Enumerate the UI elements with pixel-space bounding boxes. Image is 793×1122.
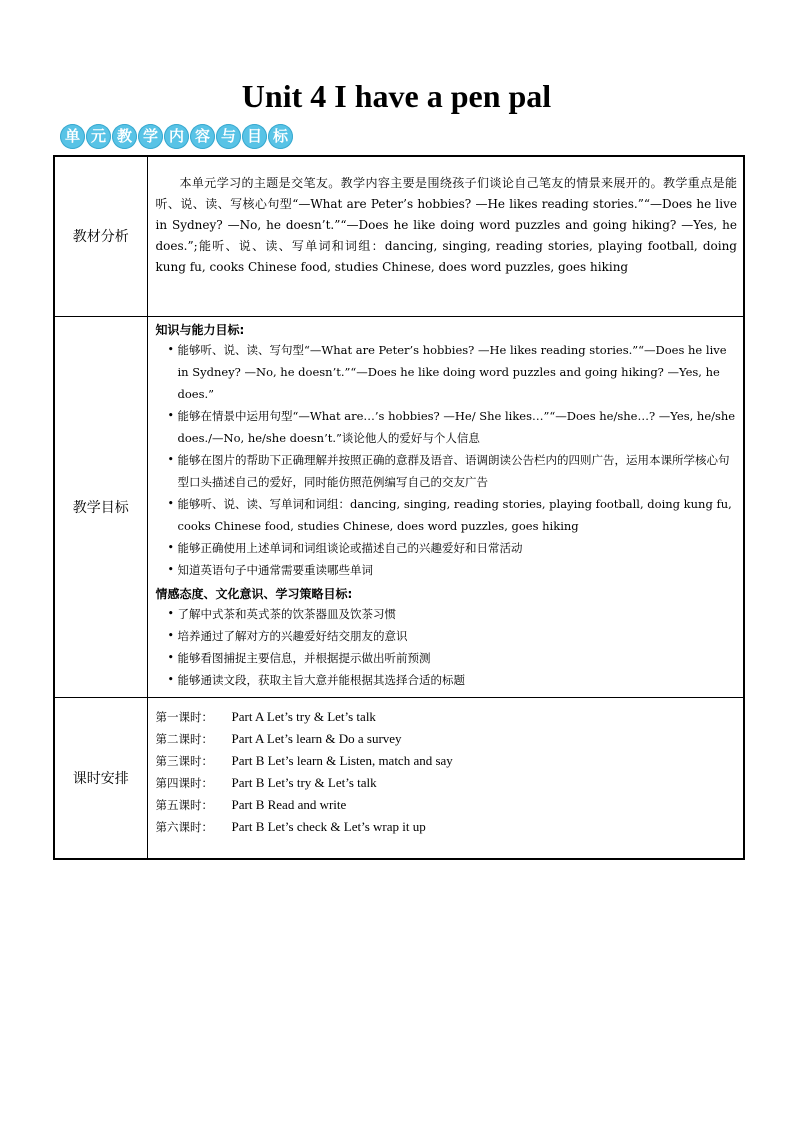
period-label: 第二课时： xyxy=(155,731,213,746)
banner-char: 教 xyxy=(112,124,137,149)
schedule-row xyxy=(54,697,744,859)
schedule-content xyxy=(147,697,744,859)
list-item: • 能够通读文段，获取主旨大意并能根据其选择合适的标题 xyxy=(156,669,738,691)
schedule-item xyxy=(156,728,738,750)
list-item: • 培养通过了解对方的兴趣爱好结交朋友的意识 xyxy=(156,625,738,647)
banner-char: 与 xyxy=(216,124,241,149)
banner-char: 学 xyxy=(138,124,163,149)
banner-char: 目 xyxy=(242,124,267,149)
period-content: Part B Let’s check & Let’s wrap it up xyxy=(231,818,426,834)
list-item: • 能够看图捕捉主要信息，并根据提示做出听前预测 xyxy=(156,647,738,669)
banner-char: 容 xyxy=(190,124,215,149)
period-content: Part A Let’s learn & Do a survey xyxy=(231,730,402,746)
analysis-row xyxy=(54,156,744,316)
list-item: • 了解中式茶和英式茶的饮茶器皿及饮茶习惯 xyxy=(156,603,738,625)
goals-content xyxy=(147,316,744,697)
period-content: Part B Let’s learn & Listen, match and say xyxy=(231,752,453,768)
period-label: 第四课时： xyxy=(155,775,213,790)
emotion-list xyxy=(156,603,738,691)
banner-char: 标 xyxy=(268,124,293,149)
period-label: 第一课时： xyxy=(155,709,213,724)
banner-char: 内 xyxy=(164,124,189,149)
banner-char: 元 xyxy=(86,124,111,149)
analysis-content xyxy=(147,156,744,316)
list-item: • 能够听、说、读、写句型“—What are Peter’s hobbies? —He likes reading stories.”“—Does he live in Sydney? —No, he doesn’t.”“—Does he like doing word puzzles and going hiking? —Yes, he does.” xyxy=(156,339,738,405)
period-label: 第三课时： xyxy=(155,753,213,768)
schedule-item xyxy=(156,706,738,728)
period-content: Part B Let’s try & Let’s talk xyxy=(231,774,377,790)
list-item: • 知道英语句子中通常需要重读哪些单词 xyxy=(156,559,738,581)
banner-char: 单 xyxy=(60,124,85,149)
knowledge-heading: 知识与能力目标: xyxy=(155,322,245,337)
period-label: 第五课时： xyxy=(155,797,213,812)
goals-row xyxy=(54,316,744,697)
section-banner xyxy=(60,124,293,150)
analysis-label: 教材分析 xyxy=(54,156,147,316)
list-item: • 能够正确使用上述单词和词组谈论或描述自己的兴趣爱好和日常活动 xyxy=(156,537,738,559)
period-content: Part B Read and write xyxy=(231,796,347,812)
schedule-item xyxy=(156,816,738,838)
schedule-item xyxy=(156,750,738,772)
knowledge-list xyxy=(156,339,738,581)
analysis-text: 本单元学习的主题是交笔友。教学内容主要是围绕孩子们谈论自己笔友的情景来展开的。教学重点是能听、说、读、写核心句型“—What are Peter’s hobbies? —He likes reading stories.”“—Does he live in Sydney? —No, he doesn’t.”“—Does he like doing word puzzles and going hiking? —Yes, he does.”;能听、说、读、写单词和词组：dancing, singing, reading stories, playing football, doing kung fu, cooks Chinese food, studies Chinese, does word puzzles, goes hiking xyxy=(155,176,737,274)
goals-label: 教学目标 xyxy=(54,316,147,697)
list-item: • 能够在图片的帮助下正确理解并按照正确的意群及语音、语调朗读公告栏内的四则广告，运用本课所学核心句型口头描述自己的爱好，同时能仿照范例编写自己的交友广告 xyxy=(156,449,738,493)
schedule-item xyxy=(156,794,738,816)
period-content: Part A Let’s try & Let’s talk xyxy=(231,708,376,724)
list-item: • 能够在情景中运用句型“—What are…’s hobbies? —He/ She likes…”“—Does he/she…? —Yes, he/she does./—No, he/she doesn’t.”谈论他人的爱好与个人信息 xyxy=(156,405,738,449)
unit-plan-table xyxy=(53,155,745,860)
page-title: Unit 4 I have a pen pal xyxy=(241,78,552,114)
list-item: • 能够听、说、读、写单词和词组：dancing, singing, reading stories, playing football, doing kung fu, cooks Chinese food, studies Chinese, does word puzzles, goes hiking xyxy=(156,493,738,537)
period-label: 第六课时： xyxy=(155,819,213,834)
schedule-label: 课时安排 xyxy=(54,697,147,859)
schedule-item xyxy=(156,772,738,794)
emotion-heading: 情感态度、文化意识、学习策略目标: xyxy=(155,586,353,601)
